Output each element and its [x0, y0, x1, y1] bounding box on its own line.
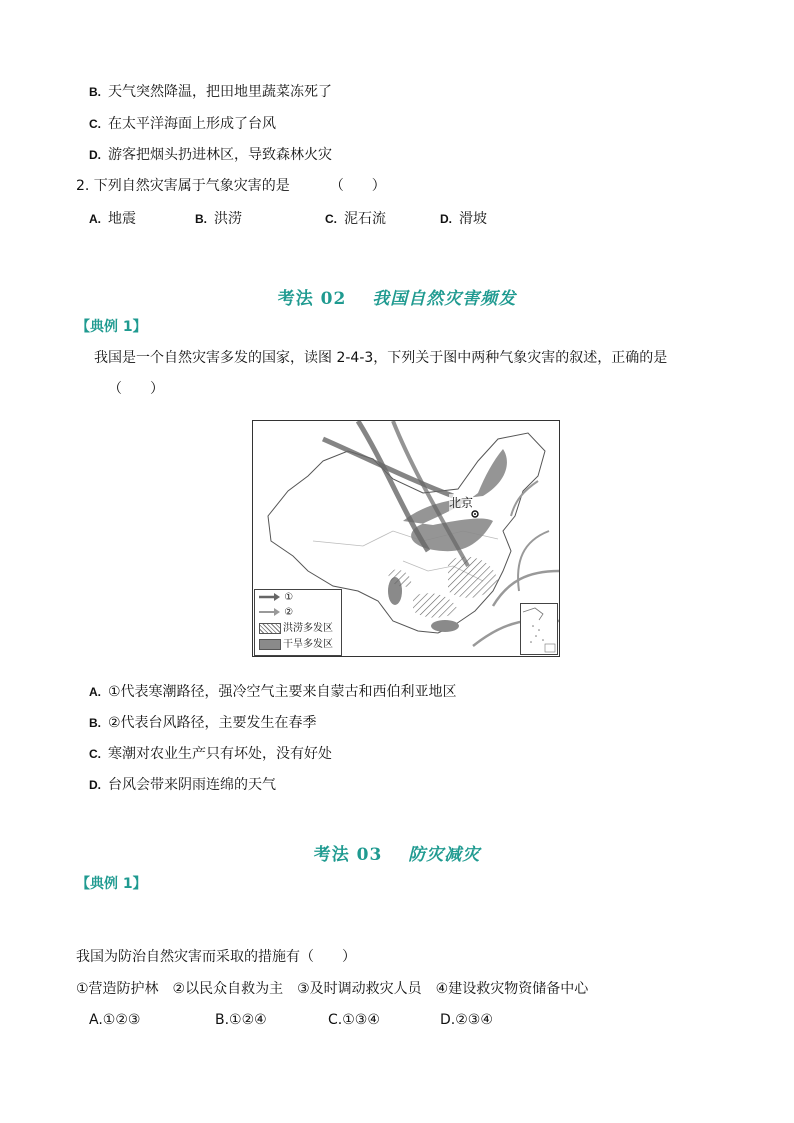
section-title: 我国自然灾害频发: [372, 289, 517, 309]
option-letter: C.: [89, 117, 101, 131]
drought-swatch: [259, 639, 281, 650]
section-heading: [0, 840, 794, 865]
path-2-arrow: [493, 571, 559, 606]
legend-label: 洪涝多发区: [283, 623, 333, 634]
q1-option-b: [89, 83, 332, 101]
q1-option-c: [89, 115, 276, 133]
s2-option-c: [89, 745, 332, 763]
path-1-arrow: [358, 421, 428, 551]
option-text: 游客把烟头扔进林区，导致森林火灾: [108, 147, 332, 163]
option-letter: C.: [325, 212, 337, 226]
q2-option-b: [195, 208, 242, 228]
option-letter: C.: [89, 747, 101, 761]
flood-area: [413, 593, 458, 617]
path-1-arrow: [323, 439, 453, 496]
path-2-arrow: [511, 481, 538, 516]
s2-option-a: [89, 683, 457, 701]
question-text: 2. 下列自然灾害属于气象灾害的是: [76, 178, 290, 194]
answer-blank: （ ）: [329, 178, 386, 194]
option-text: ②代表台风路径，主要发生在春季: [108, 715, 317, 731]
option-letter: A.: [89, 212, 101, 226]
q2-stem: [76, 177, 386, 195]
legend-item-flood: [259, 622, 333, 636]
legend-label: ②: [284, 607, 294, 618]
inset-graphic: [521, 604, 557, 654]
option-letter: D.: [89, 148, 101, 162]
s3-option-b: B.①②④: [215, 1012, 267, 1028]
section-heading: [0, 284, 794, 309]
section-title: 防灾减灾: [408, 845, 481, 865]
south-china-sea-inset: [520, 603, 558, 655]
flood-swatch: [259, 623, 281, 634]
s3-option-c: C.①③④: [328, 1012, 380, 1028]
s3-option-d: D.②③④: [440, 1012, 493, 1028]
legend-item-drought: [259, 638, 333, 652]
option-letter: B.: [89, 716, 101, 730]
legend-item-2: [259, 606, 293, 620]
s2-option-b: [89, 714, 317, 732]
q2-option-c: [325, 208, 386, 228]
option-letter: B.: [195, 212, 207, 226]
option-letter: D.: [89, 778, 101, 792]
answer-blank: （ ）: [108, 381, 164, 397]
drought-area: [431, 620, 459, 632]
q2-option-d: [440, 208, 487, 228]
question-stem: 我国是一个自然灾害多发的国家，读图 2-4-3，下列关于图中两种气象灾害的叙述，正确的是: [94, 350, 668, 366]
question-stem: 我国为防治自然灾害而采取的措施有（ ）: [76, 949, 356, 965]
option-text: 泥石流: [344, 211, 386, 227]
option-letter: B.: [89, 85, 101, 99]
option-text: ①代表寒潮路径，强冷空气主要来自蒙古和西伯利亚地区: [108, 684, 457, 700]
flood-area: [448, 557, 498, 598]
s2-option-d: [89, 776, 276, 794]
option-text: 寒潮对农业生产只有坏处，没有好处: [108, 746, 332, 762]
example-tag: 【典例 1】: [76, 319, 147, 335]
option-text: 地震: [108, 211, 136, 227]
option-text: 在太平洋海面上形成了台风: [108, 116, 276, 132]
question-items: ①营造防护林 ②以民众自救为主 ③及时调动救灾人员 ④建设救灾物资储备中心: [76, 981, 589, 997]
section-number: 考法 03: [313, 845, 383, 865]
option-letter: D.: [440, 212, 452, 226]
legend-label: 干旱多发区: [283, 639, 333, 650]
legend-label: ①: [284, 592, 294, 603]
section-number: 考法 02: [277, 289, 347, 309]
path-2-arrow: [518, 531, 549, 591]
legend-item-1: [259, 591, 293, 605]
example-tag: 【典例 1】: [76, 876, 147, 892]
s3-option-a: A.①②③: [89, 1012, 141, 1028]
option-letter: A.: [89, 685, 101, 699]
option-text: 台风会带来阴雨连绵的天气: [108, 777, 276, 793]
option-text: 滑坡: [459, 211, 487, 227]
disaster-map: [252, 420, 560, 657]
option-text: 洪涝: [214, 211, 242, 227]
option-text: 天气突然降温，把田地里蔬菜冻死了: [108, 84, 332, 100]
beijing-label: 北京: [449, 496, 474, 510]
q2-option-a: [89, 208, 136, 228]
map-legend: [254, 589, 342, 656]
q1-option-d: [89, 146, 332, 164]
